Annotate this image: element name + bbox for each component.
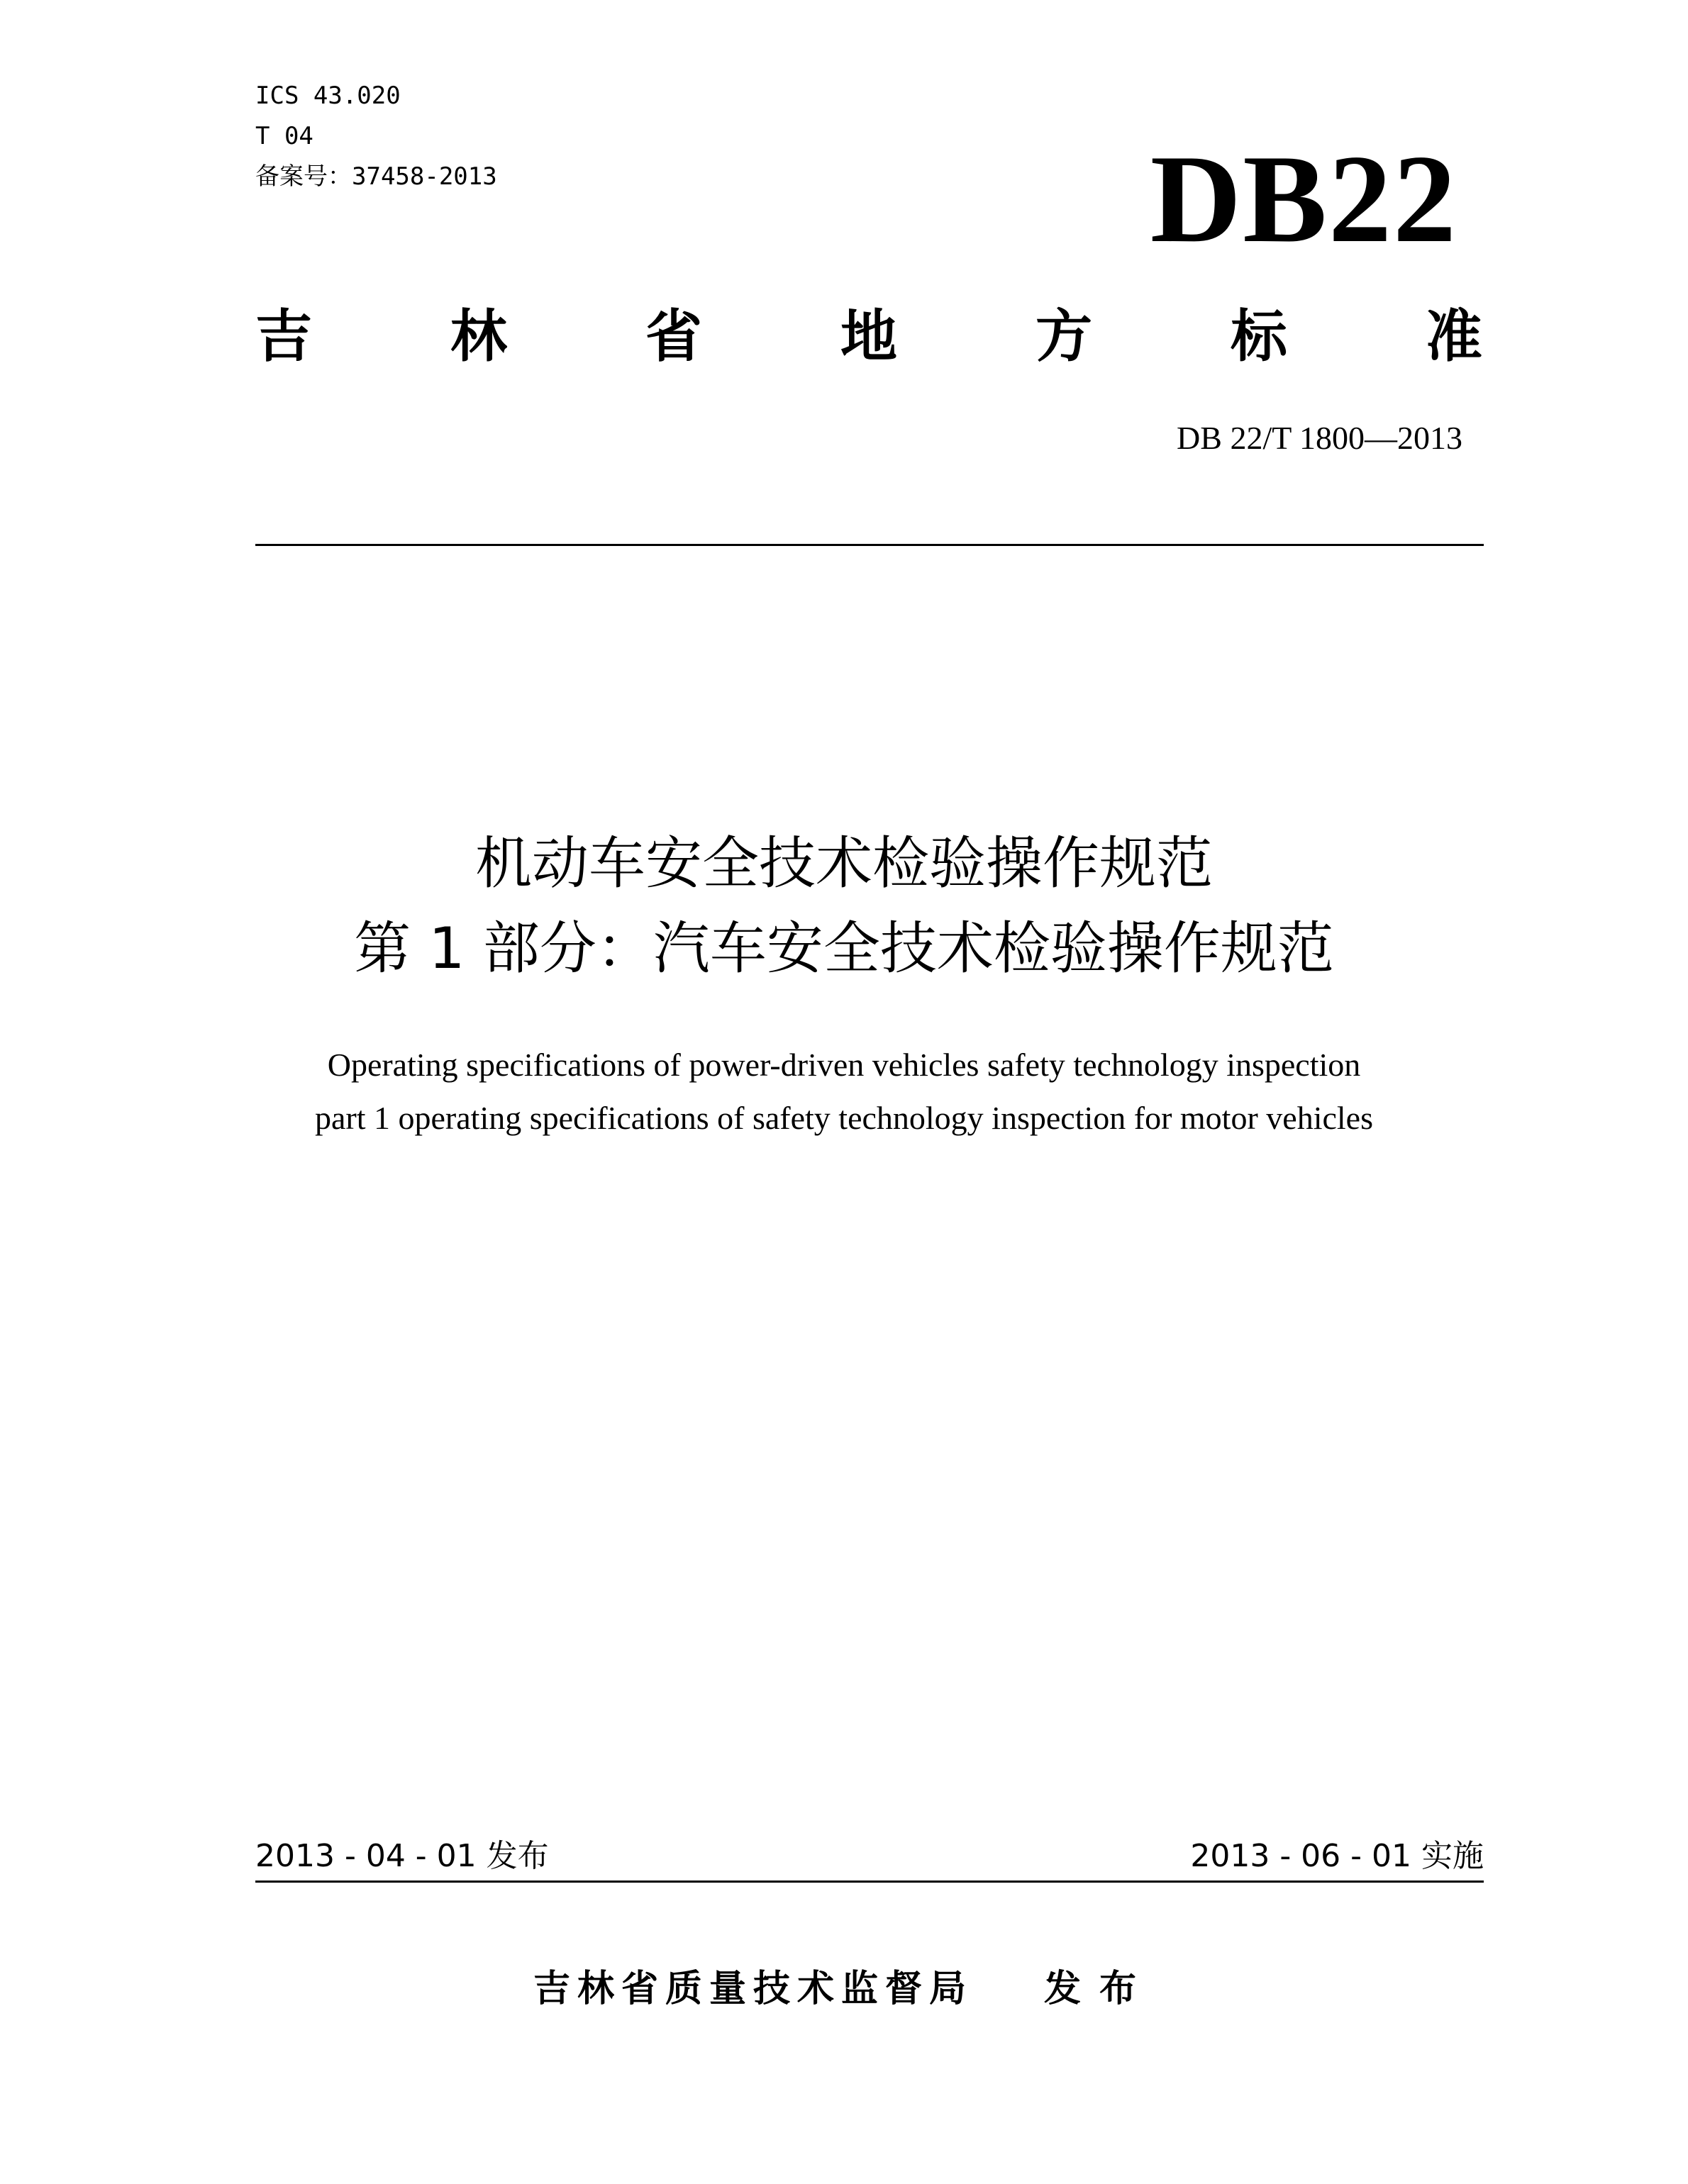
record-number: 备案号：37458-2013 (255, 162, 497, 191)
standard-type-char: 地 (840, 303, 897, 369)
standard-type-char: 省 (645, 303, 702, 369)
title-en-line2: part 1 operating specifications of safety technology inspection for motor vehicles (315, 1100, 1373, 1136)
implementation-date: 2013 - 06 - 01 实施 (1190, 1838, 1484, 1874)
title-cn-line2: 第 1 部分：汽车安全技术检验操作规范 (354, 915, 1334, 981)
title-en-line1: Operating specifications of power-driven vehicles safety technology inspection (327, 1047, 1361, 1083)
issuer-name: 吉林省质量技术监督局 (533, 1968, 973, 2010)
ics-code: ICS 43.020 (255, 82, 401, 110)
category-code: T 04 (255, 122, 313, 150)
standard-type-char: 准 (1426, 303, 1482, 369)
standard-type-char: 方 (1035, 303, 1092, 369)
issuer-row (0, 1964, 1688, 2014)
standard-type-char: 标 (1231, 303, 1287, 369)
standard-logo: DB22 (1150, 128, 1457, 269)
standard-type-char: 吉 (255, 303, 312, 369)
footer-divider (255, 1881, 1484, 1883)
header-divider (255, 544, 1484, 546)
issue-label: 发布 (1044, 1968, 1155, 2010)
standard-number: DB 22/T 1800—2013 (1177, 420, 1462, 456)
title-cn-line1: 机动车安全技术检验操作规范 (475, 830, 1213, 896)
issue-date: 2013 - 04 - 01 发布 (255, 1838, 549, 1874)
standard-type (255, 301, 1482, 372)
standard-type-char: 林 (450, 303, 507, 369)
